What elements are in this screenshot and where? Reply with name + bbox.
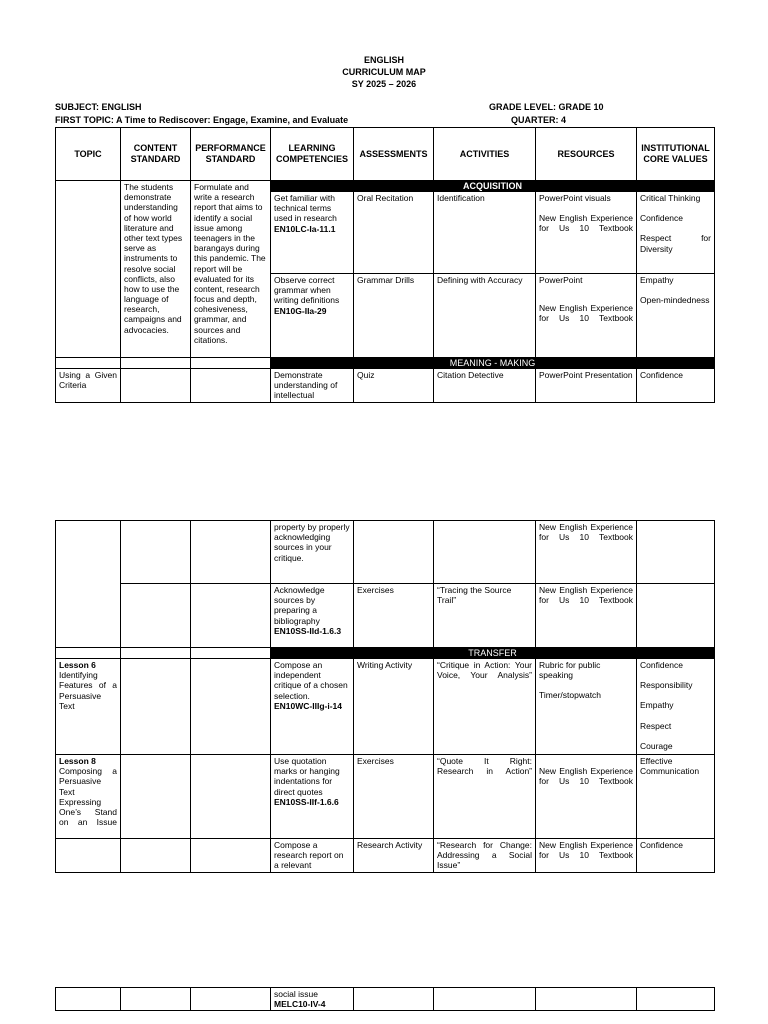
competency-text: Compose an independent critique of a chosen selection. (274, 660, 348, 701)
core-values-cell: Confidence (637, 839, 715, 873)
core-value: Respect for Diversity (640, 233, 711, 254)
core-value: Responsibility (640, 680, 693, 691)
table-row (56, 839, 715, 873)
activity-cell: “Quote It Right: Research in Action” (434, 755, 536, 839)
doc-title-line-2: CURRICULUM MAP (342, 67, 426, 77)
empty-cell (191, 659, 271, 755)
empty-cell (191, 648, 271, 659)
core-value: Empathy (640, 275, 674, 285)
assessment-cell: Grammar Drills (354, 274, 434, 358)
curriculum-table-page-1 (55, 127, 715, 403)
empty-cell (56, 648, 121, 659)
core-value: Courage (640, 740, 673, 751)
competency-cell (271, 274, 354, 358)
resource-item: New English Experience for Us 10 Textbook (539, 766, 633, 787)
col-header-resources: RESOURCES (536, 128, 637, 181)
competency-text: Use quotation marks or hanging indentations for direct quotes (274, 756, 340, 797)
band-row-meaning (56, 358, 715, 369)
core-values-cell (637, 274, 715, 358)
empty-cell (637, 521, 715, 584)
col-header-core-values: INSTITUTIONAL CORE VALUES (637, 128, 715, 181)
content-standard-cell: The students demonstrate understanding of how world literature and other text types serve as instruments to resolve social conflicts, also how to use the language of research, campaigns and advocacies. (121, 181, 191, 358)
competency-text: Get familiar with technical terms used in research (274, 193, 337, 224)
competency-code: EN10SS-IIf-1.6.6 (274, 796, 339, 807)
band-acquisition: ACQUISITION (271, 181, 715, 192)
table-row (56, 659, 715, 755)
competency-cell (271, 659, 354, 755)
lesson-label: Lesson 8 (59, 756, 96, 766)
competency-code: MELC10-IV-4 (274, 999, 326, 1010)
curriculum-table-page-3 (55, 987, 715, 1011)
empty-cell (56, 521, 121, 648)
competency-code: EN10G-IIa-29 (274, 305, 327, 316)
assessment-cell: Oral Recitation (354, 192, 434, 274)
empty-cell (536, 988, 637, 1011)
table-row (56, 521, 715, 584)
resource-item: New English Experience for Us 10 Textbook (539, 213, 633, 234)
resources-cell (536, 755, 637, 839)
competency-cell (271, 755, 354, 839)
activity-cell: “Research for Change: Addressing a Social Issue” (434, 839, 536, 873)
grade-level-label: GRADE LEVEL: GRADE 10 (489, 102, 604, 112)
competency-cell: Demonstrate understanding of intellectual (271, 369, 354, 403)
empty-cell (121, 521, 191, 584)
activity-cell: Identification (434, 192, 536, 274)
performance-standard-cell: Formulate and write a research report that aims to identify a social issue among teenagers in the barangays during this pandemic. The report will be evaluated for its content, research focus and depth, cohesiveness, grammar, and sources and citations. (191, 181, 271, 358)
empty-cell (56, 988, 121, 1011)
core-values-cell: Effective Communication (637, 755, 715, 839)
assessment-cell: Exercises (354, 755, 434, 839)
table-row (56, 755, 715, 839)
topic-cell (56, 659, 121, 755)
activity-cell: Citation Detective (434, 369, 536, 403)
empty-cell (191, 988, 271, 1011)
activity-cell: “Tracing the Source Trail” (434, 584, 536, 648)
band-meaning-making: MEANING - MAKING (271, 358, 715, 369)
empty-cell (121, 648, 191, 659)
col-header-content-standard: CONTENT STANDARD (121, 128, 191, 181)
resources-cell: New English Experience for Us 10 Textbook (536, 521, 637, 584)
col-header-performance-standard: PERFORMANCE STANDARD (191, 128, 271, 181)
topic-cell (56, 755, 121, 839)
curriculum-table-page-2 (55, 520, 715, 873)
competency-code: EN10SS-IId-1.6.3 (274, 625, 342, 636)
resource-item: PowerPoint visuals (539, 193, 611, 203)
empty-cell (56, 358, 121, 369)
empty-cell (637, 584, 715, 648)
competency-cell (271, 192, 354, 274)
competency-text: Observe correct grammar when writing definitions (274, 275, 340, 306)
competency-cell (271, 584, 354, 648)
empty-cell (121, 369, 191, 403)
lesson-label: Lesson 6 (59, 660, 96, 670)
topic-label: FIRST TOPIC: A Time to Rediscover: Engage, Examine, and Evaluate (55, 115, 349, 125)
band-transfer: TRANSFER (271, 648, 715, 659)
empty-cell (191, 584, 271, 648)
band-row-transfer (56, 648, 715, 659)
empty-cell (191, 755, 271, 839)
assessment-cell: Research Activity (354, 839, 434, 873)
table-row (56, 988, 715, 1011)
col-header-topic: TOPIC (56, 128, 121, 181)
empty-cell (121, 358, 191, 369)
col-header-assessments: ASSESSMENTS (354, 128, 434, 181)
core-values-cell (637, 192, 715, 274)
empty-cell (121, 659, 191, 755)
empty-cell (191, 369, 271, 403)
core-values-cell: Confidence (637, 369, 715, 403)
resources-cell (536, 192, 637, 274)
doc-title-line-3: SY 2025 – 2026 (351, 79, 417, 89)
empty-cell (637, 988, 715, 1011)
band-row-acquisition (56, 181, 715, 192)
resource-item: Rubric for public speaking (539, 660, 601, 681)
empty-cell (191, 521, 271, 584)
core-value: Confidence (640, 660, 684, 670)
empty-cell (56, 839, 121, 873)
lesson-topic: Composing a Persuasive Text Expressing One’s Stand on an Issue (59, 766, 117, 828)
competency-text: Acknowledge sources by preparing a bibliography (274, 585, 325, 626)
competency-cell: Compose a research report on a relevant (271, 839, 354, 873)
empty-cell (121, 584, 191, 648)
resources-cell: New English Experience for Us 10 Textbook (536, 839, 637, 873)
subject-label: SUBJECT: ENGLISH (55, 102, 142, 112)
empty-cell (191, 839, 271, 873)
empty-cell (354, 521, 434, 584)
core-value: Open-mindedness (640, 295, 710, 306)
competency-code: EN10WC-IIIg-i-14 (274, 700, 343, 711)
empty-cell (191, 358, 271, 369)
header-row (56, 128, 715, 181)
core-value: Respect (640, 720, 672, 731)
resources-cell (536, 274, 637, 358)
empty-cell (434, 521, 536, 584)
empty-cell (121, 839, 191, 873)
competency-code: EN10LC-Ia-11.1 (274, 223, 336, 234)
doc-title-line-1: ENGLISH (363, 55, 404, 65)
activity-cell: “Critique in Action: Your Voice, Your Analysis” (434, 659, 536, 755)
competency-text: social issue (274, 989, 318, 999)
resource-item: PowerPoint (539, 275, 583, 285)
table-row (56, 369, 715, 403)
empty-cell (354, 988, 434, 1011)
col-header-learning-competencies: LEARNING COMPETENCIES (271, 128, 354, 181)
empty-cell (434, 988, 536, 1011)
core-value: Empathy (640, 700, 674, 711)
resources-cell (536, 659, 637, 755)
core-value: Critical Thinking (640, 193, 701, 203)
topic-cell-empty (56, 181, 121, 358)
resources-cell: New English Experience for Us 10 Textbook (536, 584, 637, 648)
resource-item: Timer/stopwatch (539, 690, 602, 701)
lesson-topic: Identifying Features of a Persuasive Text (59, 670, 117, 711)
table-row (56, 584, 715, 648)
assessment-cell: Writing Activity (354, 659, 434, 755)
core-value: Confidence (640, 213, 684, 224)
core-values-cell (637, 659, 715, 755)
topic-cell: Using a Given Criteria (56, 369, 121, 403)
col-header-activities: ACTIVITIES (434, 128, 536, 181)
assessment-cell: Exercises (354, 584, 434, 648)
competency-cell (271, 988, 354, 1011)
quarter-label: QUARTER: 4 (511, 115, 567, 125)
resource-item: New English Experience for Us 10 Textbook (539, 303, 633, 324)
competency-cell: property by properly acknowledging sources in your critique. (271, 521, 354, 584)
assessment-cell: Quiz (354, 369, 434, 403)
empty-cell (121, 755, 191, 839)
activity-cell: Defining with Accuracy (434, 274, 536, 358)
resources-cell: PowerPoint Presentation (536, 369, 637, 403)
empty-cell (121, 988, 191, 1011)
